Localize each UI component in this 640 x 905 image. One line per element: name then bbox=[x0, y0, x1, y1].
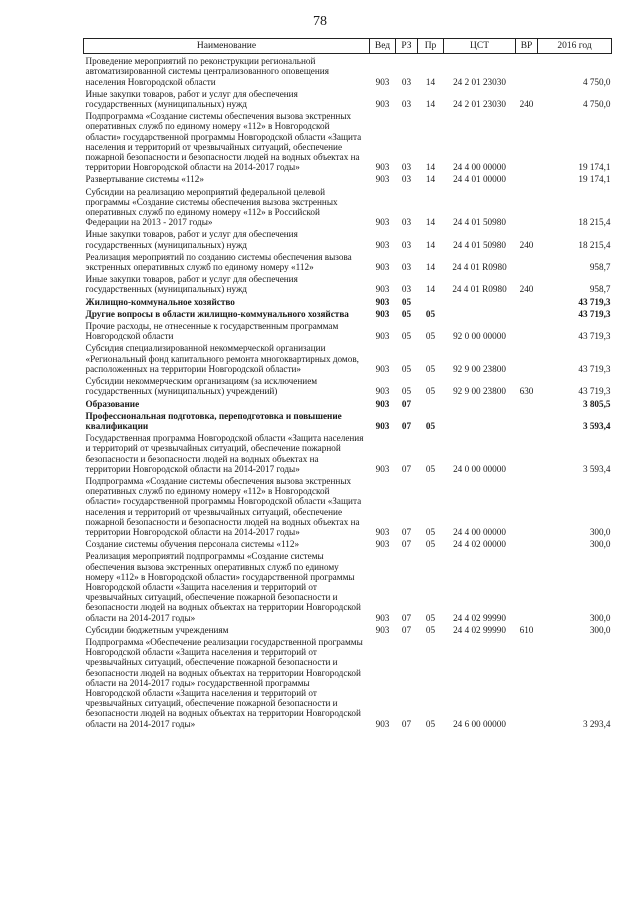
cell-name: Иные закупки товаров, работ и услуг для обеспечения государственных (муниципальных) нужд bbox=[85, 88, 298, 110]
cell-cst: 24 4 00 00000 bbox=[453, 162, 506, 173]
cell-vr: 610 bbox=[519, 624, 534, 635]
cell-pr: 05 bbox=[425, 718, 436, 729]
cell-ved: 903 bbox=[375, 386, 390, 397]
cell-pr: 14 bbox=[425, 239, 436, 250]
cell-rz: 03 bbox=[401, 284, 412, 295]
cell-name: Подпрограмма «Создание системы обеспечения вызова экстренных оперативных служб по единому номеру «112» в Новгородской области» государственной программы Новгородской области «Защита населения и территорий от чрезвычайных ситуаций, обеспечение пожарной безопасности и безопасности людей на водных объектах на территории Новгородской области на 2014-2017 годы» bbox=[85, 475, 362, 537]
cell-amount: 19 174,1 bbox=[578, 162, 611, 173]
cell-amount: 4 750,0 bbox=[582, 99, 611, 110]
cell-ved: 903 bbox=[375, 262, 390, 273]
cell-name: Государственная программа Новгородской области «Защита населения и территорий от чрезвычайных ситуаций, обеспечение пожарной безопасности и безопасности людей на водных объектах на территории Новгородской области на 2014-2017 годы» bbox=[85, 433, 364, 474]
table-row bbox=[84, 409, 612, 431]
cell-pr: 05 bbox=[425, 420, 436, 431]
cell-amount: 43 719,3 bbox=[578, 363, 611, 374]
cell-amount: 43 719,3 bbox=[578, 296, 611, 307]
cell-rz: 05 bbox=[401, 331, 412, 342]
cell-cst: 24 4 00 00000 bbox=[453, 526, 506, 537]
column-header-vr: ВР bbox=[516, 39, 538, 54]
cell-rz: 05 bbox=[401, 308, 412, 319]
table-row bbox=[84, 109, 612, 172]
table-row bbox=[84, 549, 612, 622]
cell-ved: 903 bbox=[375, 239, 390, 250]
cell-vr: 630 bbox=[519, 386, 534, 397]
cell-vr bbox=[516, 635, 538, 729]
cell-ved: 903 bbox=[375, 162, 390, 173]
column-header-name: Наименование bbox=[84, 39, 370, 54]
cell-vr bbox=[516, 250, 538, 272]
cell-name: Жилищно-коммунальное хозяйство bbox=[85, 296, 235, 307]
table-row bbox=[84, 227, 612, 249]
table-row bbox=[84, 341, 612, 374]
table-row bbox=[84, 272, 612, 294]
cell-rz: 07 bbox=[401, 526, 412, 537]
cell-pr bbox=[418, 397, 444, 409]
cell-rz: 05 bbox=[401, 363, 412, 374]
cell-amount: 958,7 bbox=[589, 284, 611, 295]
cell-ved: 903 bbox=[375, 420, 390, 431]
table-row bbox=[84, 54, 612, 87]
cell-cst: 24 4 01 50980 bbox=[453, 239, 506, 250]
cell-ved: 903 bbox=[375, 76, 390, 87]
table-row bbox=[84, 623, 612, 635]
cell-amount: 19 174,1 bbox=[578, 174, 611, 185]
cell-cst: 24 4 01 R0980 bbox=[452, 284, 507, 295]
table-row bbox=[84, 474, 612, 537]
cell-name: Иные закупки товаров, работ и услуг для обеспечения государственных (муниципальных) нужд bbox=[85, 274, 298, 295]
cell-ved: 903 bbox=[375, 718, 390, 729]
table-row bbox=[84, 635, 612, 729]
cell-cst bbox=[444, 295, 516, 307]
cell-pr: 05 bbox=[425, 331, 436, 342]
cell-cst: 24 4 02 99990 bbox=[453, 612, 506, 623]
cell-cst bbox=[444, 397, 516, 409]
cell-pr: 05 bbox=[425, 526, 436, 537]
cell-amount: 300,0 bbox=[589, 539, 611, 550]
column-header-pr: Пр bbox=[418, 39, 444, 54]
cell-vr bbox=[516, 109, 538, 172]
cell-rz: 07 bbox=[401, 624, 412, 635]
cell-pr: 14 bbox=[425, 99, 436, 110]
cell-name: Субсидии на реализацию мероприятий федеральной целевой программы «Создание системы обеспечения вызова экстренных оперативных служб по единому номеру «112» в Российской Федерации на 2013 - 2017 годы» bbox=[85, 186, 338, 228]
cell-amount: 300,0 bbox=[589, 612, 611, 623]
cell-rz: 05 bbox=[401, 386, 412, 397]
cell-vr bbox=[516, 397, 538, 409]
cell-amount: 43 719,3 bbox=[578, 331, 611, 342]
cell-ved: 903 bbox=[375, 363, 390, 374]
cell-name: Образование bbox=[85, 398, 140, 409]
cell-vr bbox=[516, 549, 538, 622]
cell-rz: 03 bbox=[401, 174, 412, 185]
cell-rz: 07 bbox=[401, 398, 412, 409]
cell-cst: 24 2 01 23030 bbox=[453, 99, 506, 110]
cell-ved: 903 bbox=[375, 308, 390, 319]
cell-pr: 14 bbox=[425, 162, 436, 173]
cell-rz: 03 bbox=[401, 76, 412, 87]
cell-pr: 14 bbox=[425, 174, 436, 185]
cell-ved: 903 bbox=[375, 526, 390, 537]
column-header-rz: РЗ bbox=[396, 39, 418, 54]
cell-cst: 24 6 00 00000 bbox=[453, 718, 506, 729]
cell-name: Проведение мероприятий по реконструкции региональной автоматизированной системы централизованного оповещения населения Новгородской области bbox=[85, 56, 329, 87]
table-body bbox=[84, 54, 612, 729]
table-row bbox=[84, 397, 612, 409]
cell-name: Другие вопросы в области жилищно-коммунального хозяйства bbox=[85, 308, 349, 319]
cell-pr: 05 bbox=[425, 612, 436, 623]
cell-ved: 903 bbox=[375, 624, 390, 635]
cell-name: Создание системы обучения персонала системы «112» bbox=[85, 539, 300, 550]
cell-amount: 3 593,4 bbox=[582, 463, 611, 474]
cell-ved: 903 bbox=[375, 331, 390, 342]
column-header-ved: Вед bbox=[370, 39, 396, 54]
cell-ved: 903 bbox=[375, 284, 390, 295]
cell-vr bbox=[516, 341, 538, 374]
cell-ved: 903 bbox=[375, 174, 390, 185]
cell-name: Прочие расходы, не отнесенные к государственным программам Новгородской области bbox=[85, 321, 339, 342]
cell-name: Реализация мероприятий подпрограммы «Создание системы обеспечения вызова экстренных оперативных служб по единому номеру «112» в Новгородской области» государственной программы Новгородской области «Защита населения и территорий от чрезвычайных ситуаций, обеспечение пожарной безопасности и безопасности людей на водных объектах на территории Новгородской области на 2014-2017 годы» bbox=[85, 551, 361, 623]
cell-name: Субсидия специализированной некоммерческой организации «Региональный фонд капитального ремонта многоквартирных домов, расположенных на территории Новгородской области» bbox=[85, 343, 359, 374]
table-row bbox=[84, 295, 612, 307]
table-row bbox=[84, 537, 612, 549]
cell-amount: 43 719,3 bbox=[578, 386, 611, 397]
cell-ved: 903 bbox=[375, 217, 390, 228]
cell-name: Реализация мероприятий по созданию системы обеспечения вызова экстренных оперативных служб по единому номеру «112» bbox=[85, 251, 352, 273]
cell-ved: 903 bbox=[375, 539, 390, 550]
cell-name: Субсидии некоммерческим организациям (за исключением государственных (муниципальных) учреждений) bbox=[85, 376, 318, 397]
table-row bbox=[84, 172, 612, 184]
cell-vr: 240 bbox=[519, 239, 534, 250]
cell-rz: 03 bbox=[401, 217, 412, 228]
cell-cst bbox=[444, 307, 516, 319]
cell-name: Подпрограмма «Создание системы обеспечения вызова экстренных оперативных служб по единому номеру «112» в Новгородской области» государственной программы Новгородской области «Защита населения и территорий от чрезвычайных ситуаций, обеспечение пожарной безопасности и безопасности людей на водных объектах на территории Новгородской области на 2014-2017 годы» bbox=[85, 111, 362, 173]
cell-pr: 05 bbox=[425, 386, 436, 397]
cell-ved: 903 bbox=[375, 398, 390, 409]
cell-cst: 24 4 02 99990 bbox=[453, 624, 506, 635]
column-header-cst: ЦСТ bbox=[444, 39, 516, 54]
cell-ved: 903 bbox=[375, 463, 390, 474]
cell-amount: 3 593,4 bbox=[582, 420, 611, 431]
table-row bbox=[84, 319, 612, 341]
cell-pr: 05 bbox=[425, 539, 436, 550]
cell-pr: 05 bbox=[425, 624, 436, 635]
cell-pr: 05 bbox=[425, 463, 436, 474]
table-header bbox=[84, 39, 612, 54]
table-row bbox=[84, 250, 612, 272]
cell-amount: 958,7 bbox=[589, 262, 611, 273]
cell-rz: 07 bbox=[401, 539, 412, 550]
cell-amount: 4 750,0 bbox=[582, 76, 611, 87]
cell-cst: 92 0 00 00000 bbox=[453, 331, 506, 342]
cell-cst: 24 4 02 00000 bbox=[453, 539, 506, 550]
cell-pr: 14 bbox=[425, 76, 436, 87]
cell-rz: 07 bbox=[401, 463, 412, 474]
cell-amount: 300,0 bbox=[589, 526, 611, 537]
cell-amount: 18 215,4 bbox=[578, 217, 611, 228]
cell-amount: 300,0 bbox=[589, 624, 611, 635]
cell-cst: 24 0 00 00000 bbox=[453, 463, 506, 474]
cell-vr bbox=[516, 172, 538, 184]
table-row bbox=[84, 431, 612, 474]
cell-cst bbox=[444, 409, 516, 431]
cell-pr: 05 bbox=[425, 308, 436, 319]
cell-rz: 07 bbox=[401, 420, 412, 431]
table-row bbox=[84, 185, 612, 228]
cell-cst: 92 9 00 23800 bbox=[453, 386, 506, 397]
budget-table bbox=[83, 38, 612, 729]
cell-name: Субсидии бюджетным учреждениям bbox=[85, 624, 229, 635]
cell-cst: 24 4 01 50980 bbox=[453, 217, 506, 228]
cell-name: Профессиональная подготовка, переподготовка и повышение квалификации bbox=[85, 410, 342, 431]
cell-rz: 07 bbox=[401, 718, 412, 729]
cell-cst: 24 4 01 00000 bbox=[453, 174, 506, 185]
cell-pr bbox=[418, 295, 444, 307]
cell-cst: 24 2 01 23030 bbox=[453, 76, 506, 87]
cell-ved: 903 bbox=[375, 99, 390, 110]
table-row bbox=[84, 87, 612, 109]
cell-pr: 14 bbox=[425, 217, 436, 228]
cell-rz: 07 bbox=[401, 612, 412, 623]
cell-cst: 24 4 01 R0980 bbox=[452, 262, 507, 273]
cell-vr bbox=[516, 319, 538, 341]
cell-vr bbox=[516, 474, 538, 537]
cell-name: Подпрограмма «Обеспечение реализации государственной программы Новгородской области «Защита населения и территорий от чрезвычайных ситуаций, обеспечение пожарной безопасности и безопасности людей на водных объектах на территории Новгородской области на 2014-2017 годы» государственной программы Новгородской области «Защита населения и территорий от чрезвычайных ситуаций, обеспечение пожарной безопасности и безопасности людей на водных объектах на территории Новгородской области на 2014-2017 годы» bbox=[85, 636, 363, 729]
cell-pr: 14 bbox=[425, 284, 436, 295]
table-row bbox=[84, 307, 612, 319]
cell-vr: 240 bbox=[519, 284, 534, 295]
cell-pr: 14 bbox=[425, 262, 436, 273]
cell-vr bbox=[516, 537, 538, 549]
cell-ved: 903 bbox=[375, 296, 390, 307]
cell-vr bbox=[516, 185, 538, 228]
cell-vr bbox=[516, 431, 538, 474]
cell-vr bbox=[516, 295, 538, 307]
cell-name: Развертывание системы «112» bbox=[85, 174, 204, 185]
cell-rz: 03 bbox=[401, 239, 412, 250]
cell-vr: 240 bbox=[519, 99, 534, 110]
cell-ved: 903 bbox=[375, 612, 390, 623]
cell-amount: 3 805,5 bbox=[582, 398, 611, 409]
cell-rz: 05 bbox=[401, 296, 412, 307]
cell-vr bbox=[516, 409, 538, 431]
cell-rz: 03 bbox=[401, 262, 412, 273]
cell-rz: 03 bbox=[401, 99, 412, 110]
column-header-amount: 2016 год bbox=[538, 39, 612, 54]
cell-pr: 05 bbox=[425, 363, 436, 374]
table-row bbox=[84, 374, 612, 396]
cell-amount: 43 719,3 bbox=[578, 308, 611, 319]
cell-name: Иные закупки товаров, работ и услуг для обеспечения государственных (муниципальных) нужд bbox=[85, 229, 298, 250]
cell-amount: 3 293,4 bbox=[582, 718, 611, 729]
cell-vr bbox=[516, 54, 538, 87]
cell-rz: 03 bbox=[401, 162, 412, 173]
cell-amount: 18 215,4 bbox=[578, 239, 611, 250]
page-number: 78 bbox=[313, 14, 327, 29]
cell-vr bbox=[516, 307, 538, 319]
cell-cst: 92 9 00 23800 bbox=[453, 363, 506, 374]
